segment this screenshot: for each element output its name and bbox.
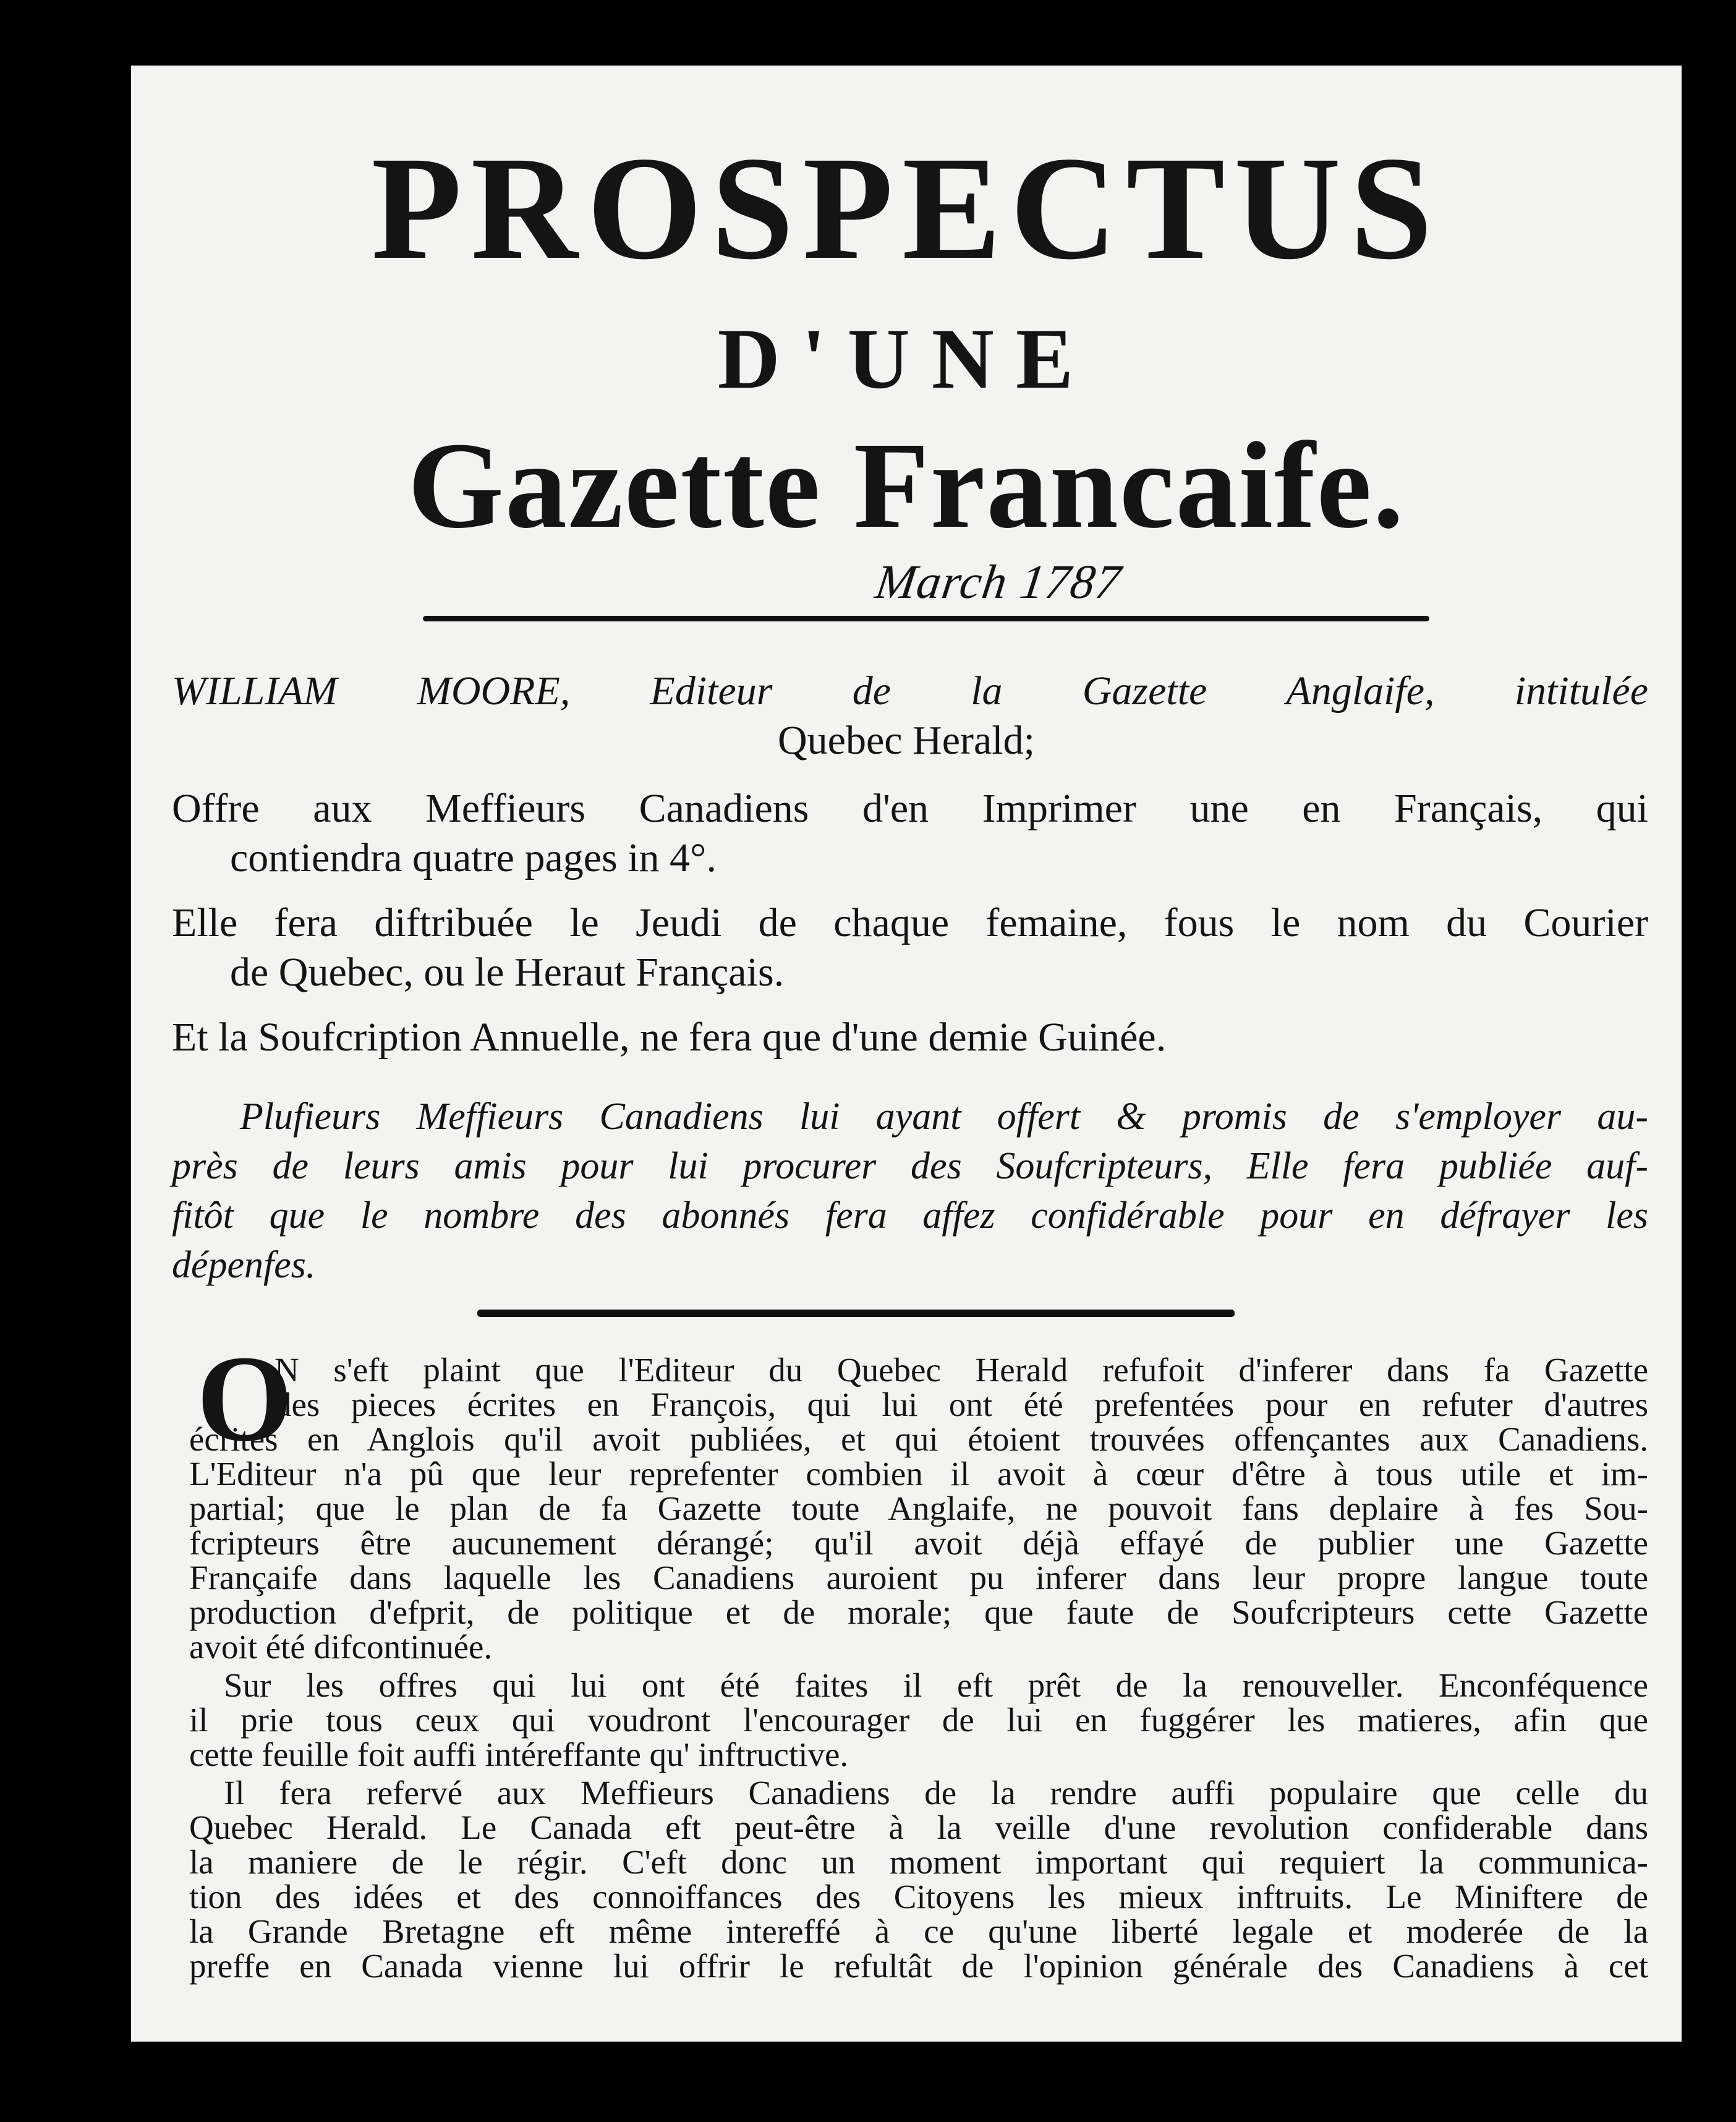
body-line: la maniere de le régir. C'eft donc un moment important qui requiert la communica- — [189, 1843, 1648, 1881]
notice-line: Et la Soufcription Annuelle, ne fera que d'une demie Guinée. — [172, 1015, 1167, 1060]
body-line: cette feuille foit auffi intéreffante qu' inftructive. — [189, 1736, 849, 1773]
notice-line: fitôt que le nombre des abonnés fera affez confidérable pour en défrayer les — [172, 1195, 1648, 1237]
body-line: L'Editeur n'a pû que leur reprefenter combien il avoit à cœur d'être à tous utile et im- — [189, 1455, 1648, 1493]
notice-line: dépenfes. — [172, 1244, 316, 1286]
page-subtitle: D'UNE — [717, 311, 1096, 407]
divider-rule — [477, 1310, 1235, 1317]
body-line: la Grande Bretagne eft même intereffé à ce qu'une liberté legale et moderée de la — [189, 1912, 1648, 1950]
prospectus-page — [131, 66, 1682, 2042]
gazette-title: Gazette Francaife. — [407, 417, 1405, 554]
body-line: avoit été difcontinuée. — [189, 1628, 493, 1666]
notice-line: WILLIAM MOORE, Editeur de la Gazette Anglaife, intitulée — [172, 668, 1648, 714]
notice-line: Quebec Herald; — [778, 718, 1035, 763]
body-line: il prie tous ceux qui voudront l'encourager de lui en fuggérer les matieres, afin que — [189, 1701, 1648, 1739]
body-line: des pieces écrites en François, qui lui ont été prefentées pour en refuter d'autres — [274, 1386, 1648, 1423]
body-line: Quebec Herald. Le Canada eft peut-être à la veille d'une revolution confiderable dans — [189, 1809, 1648, 1846]
body-line: fcripteurs être aucunement dérangé; qu'il avoit déjà effayé de publier une Gazette — [189, 1524, 1648, 1562]
body-line: tion des idées et des connoiffances des Citoyens les mieux inftruits. Le Miniftere de — [189, 1878, 1648, 1915]
drop-cap: O — [197, 1331, 293, 1467]
body-line: production d'efprit, de politique et de morale; que faute de Soufcripteurs cette Gazette — [189, 1593, 1648, 1631]
notice-line: près de leurs amis pour lui procurer des Soufcripteurs, Elle fera publiée auf- — [172, 1145, 1648, 1187]
notice-line: Plufieurs Meffieurs Canadiens lui ayant offert & promis de s'employer au- — [240, 1096, 1648, 1138]
notice-line: Offre aux Meffieurs Canadiens d'en Imprimer une en Français, qui — [172, 786, 1648, 831]
body-line: Françaife dans laquelle les Canadiens auroient pu inferer dans leur propre langue toute — [189, 1559, 1648, 1596]
body-line: N s'eft plaint que l'Editeur du Quebec Herald refufoit d'inferer dans fa Gazette — [274, 1351, 1648, 1389]
notice-line: contiendra quatre pages in 4°. — [230, 835, 717, 880]
notice-line: de Quebec, ou le Heraut Français. — [230, 950, 785, 995]
handwritten-date: March 1787 — [872, 555, 1125, 608]
body-line: Il fera refervé aux Meffieurs Canadiens de la rendre auffi populaire que celle du — [224, 1774, 1648, 1812]
page-title: PROSPECTUS — [371, 126, 1442, 290]
body-line: Sur les offres qui lui ont été faites il eft prêt de la renouveller. Enconféquence — [224, 1666, 1648, 1704]
divider-rule — [423, 616, 1429, 621]
notice-line: Elle fera diftribuée le Jeudi de chaque femaine, fous le nom du Courier — [172, 900, 1648, 945]
body-line: partial; que le plan de fa Gazette toute Anglaife, ne pouvoit fans deplaire à fes Sou- — [189, 1489, 1648, 1527]
body-line: preffe en Canada vienne lui offrir le refultât de l'opinion générale des Canadiens à cet — [189, 1947, 1648, 1985]
body-line: écrites en Anglois qu'il avoit publiées, et qui étoient trouvées offençantes aux Canadiens. — [189, 1420, 1648, 1458]
